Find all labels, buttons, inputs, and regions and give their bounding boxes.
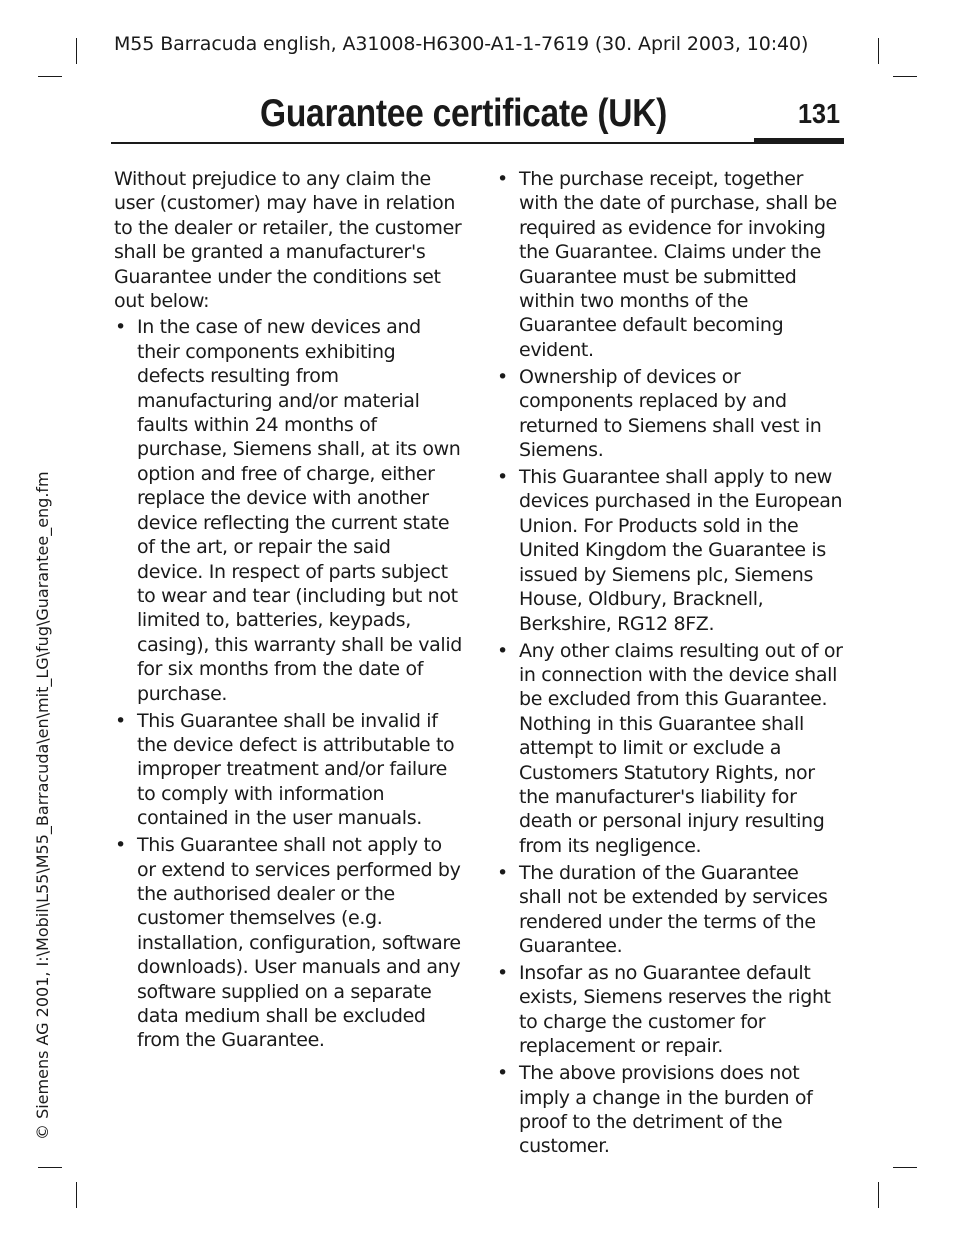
page-title: Guarantee certificate (UK) [260, 92, 668, 135]
list-item [114, 315, 462, 706]
bullet-icon: • [115, 709, 126, 732]
bullet-icon: • [497, 466, 508, 489]
crop-mark-top-left-vertical [76, 38, 77, 64]
right-column [496, 167, 846, 1161]
running-head: M55 Barracuda english, A31008-H6300-A1-1-7619 (30. April 2003, 10:40) [114, 33, 809, 55]
side-copyright-note: © Siemens AG 2001, I:\Mobil\L55\M55_Barracuda\en\mit_LG\fug\Guarantee_eng.fm [33, 471, 52, 1140]
list-item-text: The above provisions does not imply a change in the burden of proof to the detriment of the customer. [519, 1062, 813, 1158]
bullet-icon: • [497, 168, 508, 190]
list-item [114, 709, 462, 831]
bullet-icon: • [497, 1062, 508, 1085]
list-item [496, 861, 846, 959]
list-item [496, 1061, 846, 1159]
list-item-text: Ownership of devices or components replaced by and returned to Siemens shall vest in Siemens. [519, 365, 822, 462]
crop-mark-bottom-left-horizontal [38, 1167, 62, 1168]
bullet-icon: • [497, 961, 508, 984]
page-number-rule [754, 138, 844, 142]
right-bullet-list [496, 167, 846, 1159]
crop-mark-top-right-vertical [878, 38, 879, 64]
crop-mark-top-right-horizontal [893, 76, 917, 77]
list-item [496, 639, 846, 859]
bullet-icon: • [497, 639, 508, 662]
list-item-text: The duration of the Guarantee shall not be extended by services rendered under the terms of the Guarantee. [519, 861, 828, 957]
crop-mark-bottom-left-vertical [76, 1182, 77, 1208]
intro-paragraph: Without prejudice to any claim the user (customer) may have in relation to the dealer or retailer, the customer shall be granted a manufacturer's Guarantee under the conditions set out below: [114, 168, 462, 313]
crop-mark-bottom-right-vertical [878, 1182, 879, 1208]
list-item [496, 961, 846, 1059]
list-item-text: In the case of new devices and their components exhibiting defects resulting from manufacturing and/or material faults within 24 months of purchase, Siemens shall, at its own option and free of charge, either replace the device with another device reflecting the current state of the art, or repair the said device. In respect of parts subject to wear and tear (including but not limited to, batteries, keypads, casing), this warranty shall be valid for six months from the date of purchase. [137, 316, 462, 705]
list-item [114, 833, 462, 1053]
list-item [496, 465, 846, 636]
left-column [114, 167, 462, 1055]
page-number: 131 [798, 98, 841, 129]
list-item-text: This Guarantee shall apply to new devices purchased in the European Union. For Products sold in the United Kingdom the Guarantee is issued by Siemens plc, Siemens House, Oldbury, Bracknell, Berkshire, RG12 8FZ. [519, 466, 843, 635]
crop-mark-top-left-horizontal [38, 76, 62, 77]
title-rule [111, 142, 844, 144]
bullet-icon: • [497, 365, 508, 388]
list-item [496, 167, 846, 362]
list-item-text: This Guarantee shall be invalid if the device defect is attributable to improper treatment and/or failure to comply with information contained in the user manuals. [137, 709, 455, 830]
list-item-text: This Guarantee shall not apply to or extend to services performed by the authorised dealer or the customer themselves (e.g. installation, configuration, software downloads). User manuals and any software supplied on a separate data medium shall be excluded from the Guarantee. [137, 834, 461, 1052]
bullet-icon: • [115, 834, 126, 857]
list-item-text: Any other claims resulting out of or in connection with the device shall be excluded from this Guarantee. Nothing in this Guarantee shall attempt to limit or exclude a Customers Statutory Rights, nor the manufacturer's liability for death or personal injury resulting from its negligence. [519, 639, 843, 857]
bullet-icon: • [115, 316, 126, 339]
left-bullet-list [114, 315, 462, 1052]
list-item-text: Insofar as no Guarantee default exists, Siemens reserves the right to charge the customer for replacement or repair. [519, 961, 831, 1058]
list-item-text: The purchase receipt, together with the date of purchase, shall be required as evidence for invoking the Guarantee. Claims under the Guarantee must be submitted within two months of the Guarantee default becoming evident. [519, 168, 837, 361]
list-item [496, 365, 846, 463]
bullet-icon: • [497, 861, 508, 884]
crop-mark-bottom-right-horizontal [893, 1167, 917, 1168]
